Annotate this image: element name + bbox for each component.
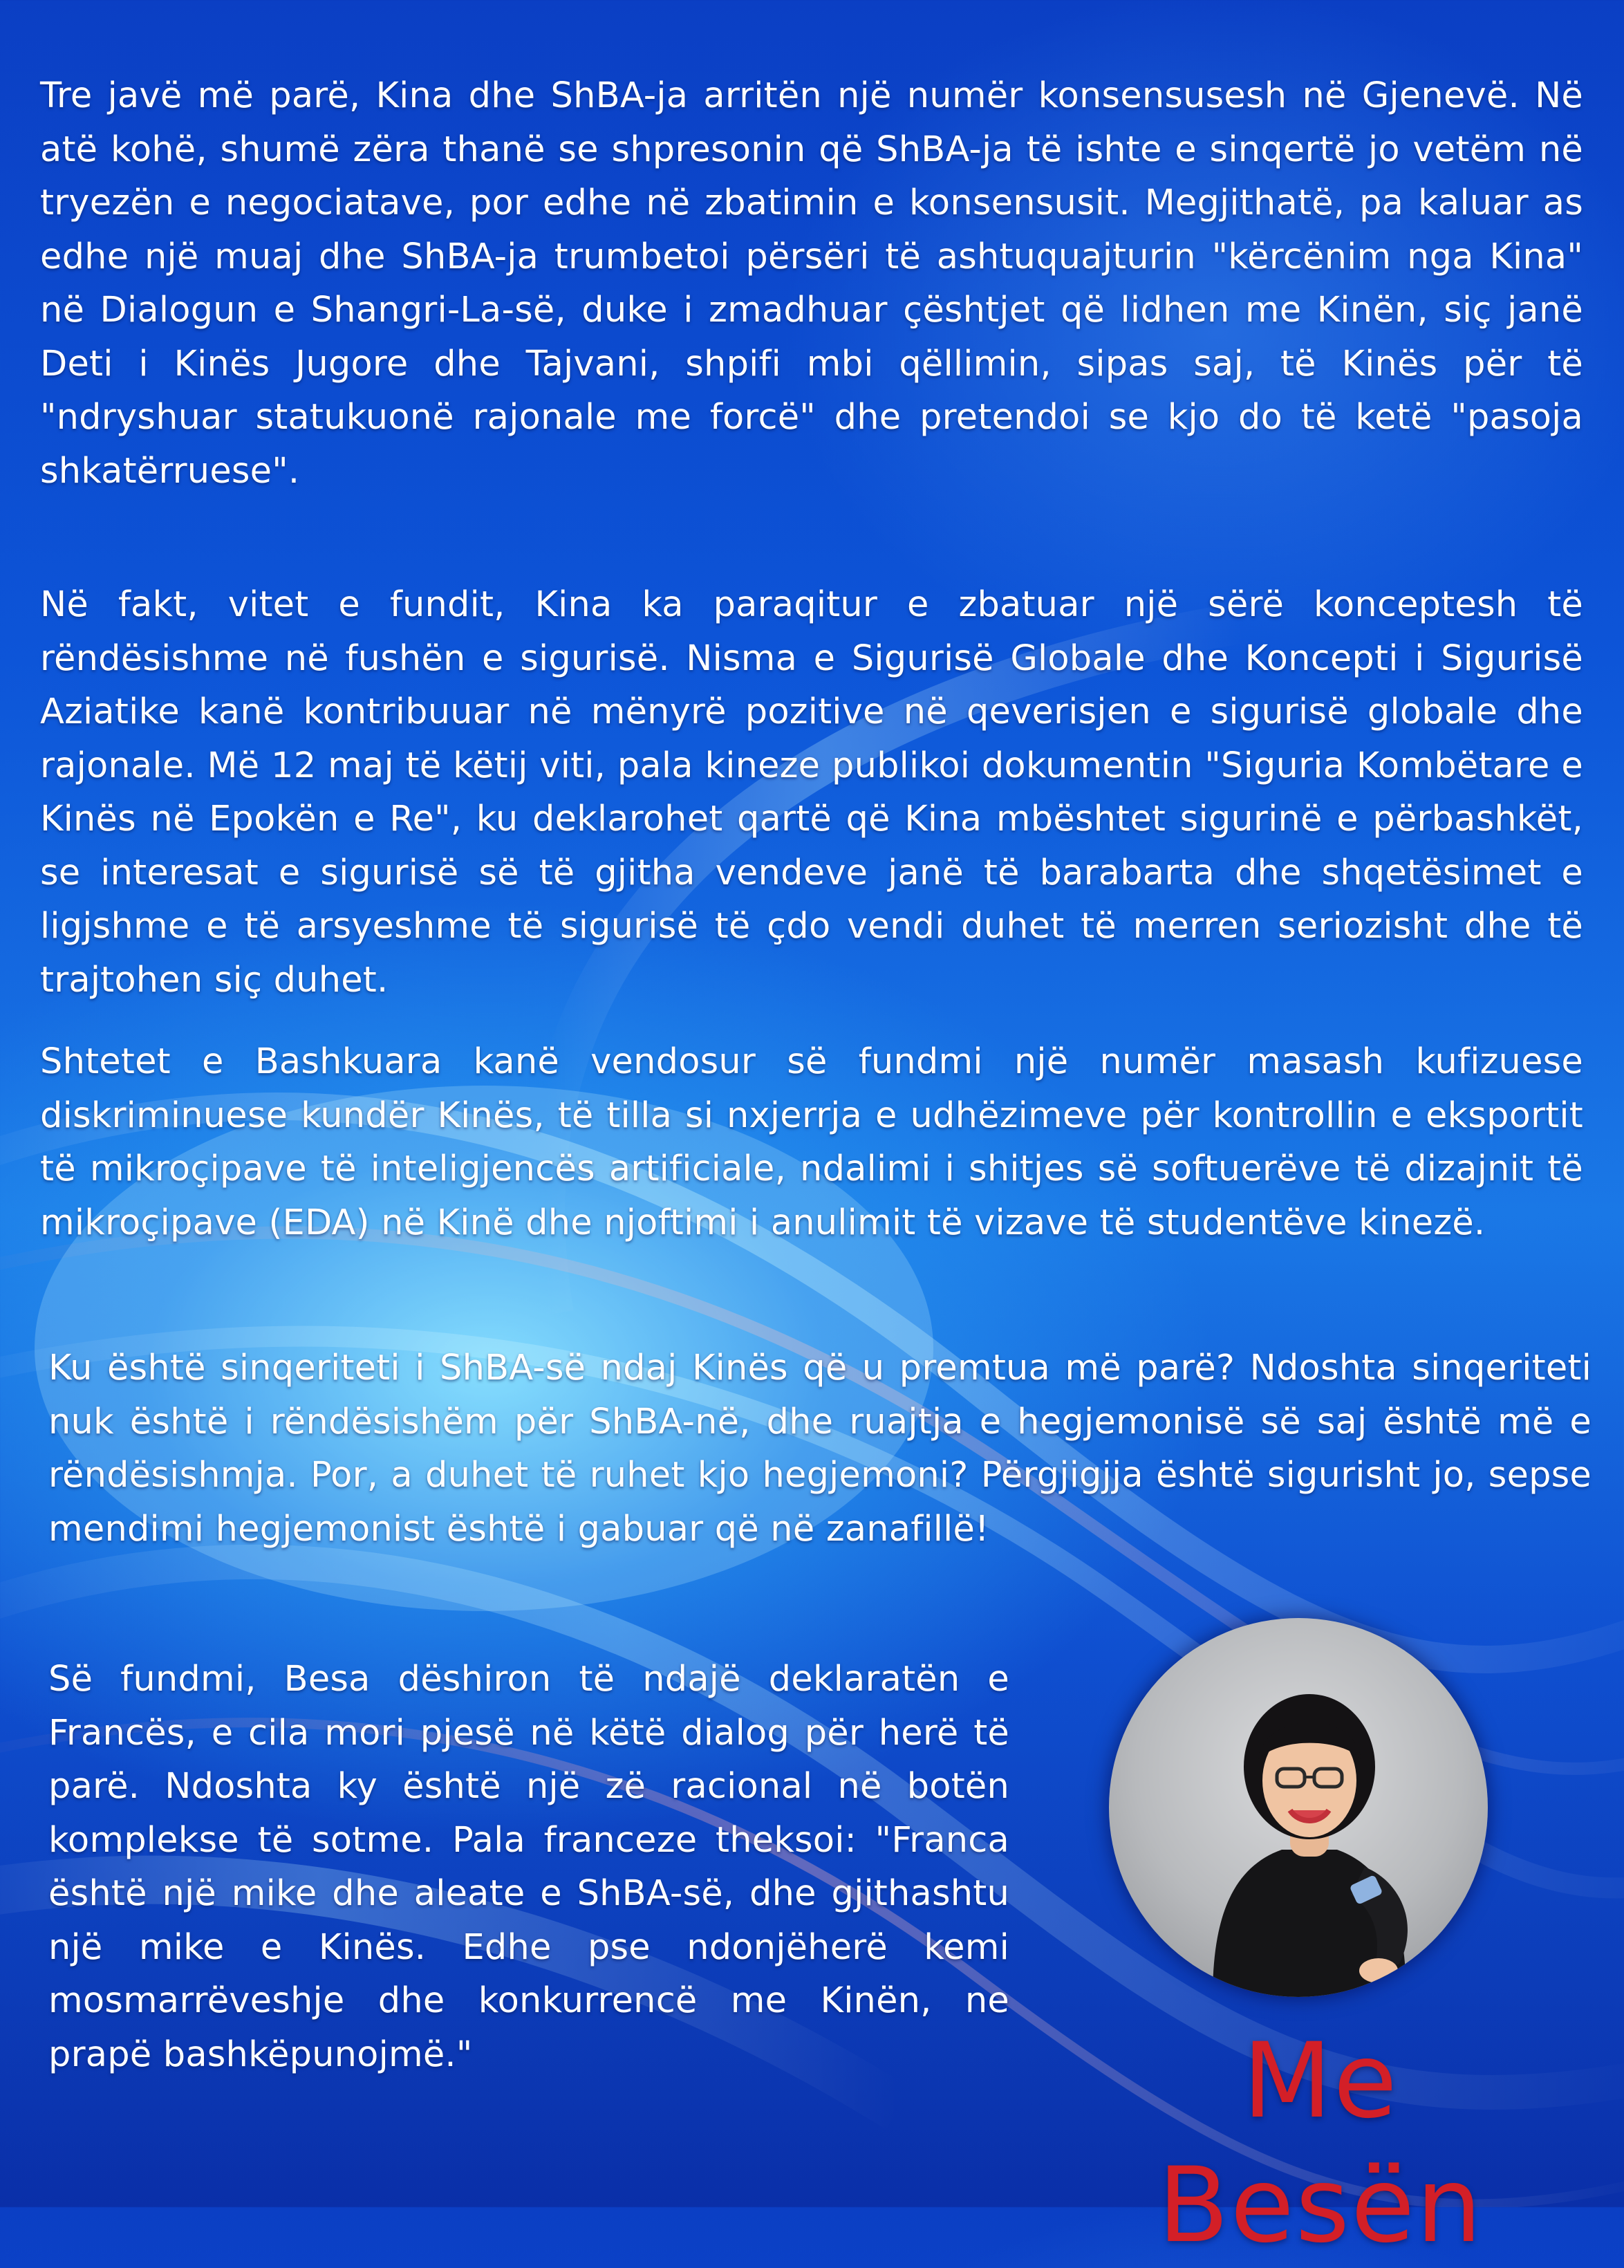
paragraph-geneva-consensus: Tre javë më parë, Kina dhe ShBA-ja arritën një numër konsensusesh në Gjenevë. Në atë kohë, shumë zëra thanë se shpresonin që ShBA-ja të ishte e sinqertë jo vetëm në tryezën e negociatave, por edhe në zbatimin e konsensusit. Megjithatë, pa kaluar as edhe një muaj dhe ShBA-ja trumbetoi përsëri të ashtuquajturin "kërcënim nga Kina" në Dialogun e Shangri-La-së, duke i zmadhuar çështjet që lidhen me Kinën, siç janë Deti i Kinës Jugore dhe Tajvani, shpifi mbi qëllimin, sipas saj, të Kinës për të "ndryshuar statukuonë rajonale me forcë" dhe pretendoi se kjo do të ketë "pasoja shkatërruese". [40, 75, 1583, 492]
author-portrait [1109, 1618, 1488, 1997]
paragraph-hegemony-question: Ku është sinqeriteti i ShBA-së ndaj Kinës që u premtua më parë? Ndoshta sinqeriteti nuk është i rëndësishëm për ShBA-në, dhe ruajtja e hegjemonisë së saj është më e rëndësishmja. Por, a duhet të ruhet kjo hegjemoni? Përgjigjja është sigurisht jo, sepse mendimi hegjemonist është i gabuar që në zanafillë! [48, 1348, 1592, 1550]
signature-me-besen: Me Besën [1157, 2021, 1484, 2266]
paragraph-security-concepts: Në fakt, vitet e fundit, Kina ka paraqitur e zbatuar një sërë konceptesh të rëndësishme në fushën e sigurisë. Nisma e Sigurisë Globale dhe Koncepti i Sigurisë Aziatike kanë kontribuuar në mënyrë pozitive në qeverisjen e sigurisë globale dhe rajonale. Më 12 maj të këtij viti, pala kineze publikoi dokumentin "Siguria Kombëtare e Kinës në Epokën e Re", ku deklarohet qartë që Kina mbështet sigurinë e përbashkët, se interesat e sigurisë së të gjitha vendeve janë të barabarta dhe shqetësimet e ligjshme e të arsyeshme të sigurisë të çdo vendi duhet të merren seriozisht dhe të trajtohen siç duhet. [40, 584, 1583, 1001]
paragraph-france-statement: Së fundmi, Besa dëshiron të ndajë deklaratën e Francës, e cila mori pjesë në këtë dialog për herë të parë. Ndoshta ky është një zë racional në botën komplekse të sotme. Pala franceze theksoi: "Franca është një mike dhe aleate e ShBA-së, dhe gjithashtu një mike e Kinës. Edhe pse ndonjëherë kemi mosmarrëveshje dhe konkurrencë me Kinën, ne prapë bashkëpunojmë." [48, 1659, 1009, 2075]
paragraph-restrictive-measures: Shtetet e Bashkuara kanë vendosur së fundmi një numër masash kufizuese diskriminuese kundër Kinës, të tilla si nxjerrja e udhëzimeve për kontrollin e eksportit të mikroçipave të inteligjencës artificiale, ndalimi i shitjes së softuerëve të dizajnit të mikroçipave (EDA) në Kinë dhe njoftimi i anulimit të vizave të studentëve kinezë. [40, 1041, 1583, 1243]
